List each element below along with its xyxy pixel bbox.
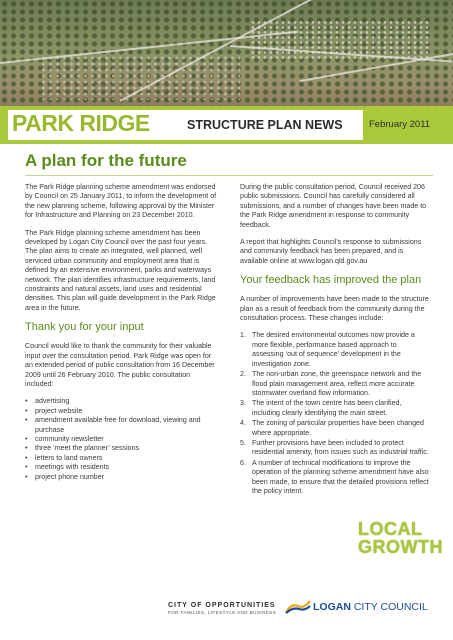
local-growth-badge: [358, 520, 443, 556]
item-text: The desired environmental outcomes now provide a more flexible, performance based approach to assessing ‘out of sequence’ development in the investigation zone.: [252, 331, 415, 368]
left-paragraph-2: The Park Ridge planning scheme amendment has been developed by Logan City Council over the past four years. The plan aims to create an integrated, well planned, well serviced urban community and employment area that is defined by an extensive environment, parks and waterways network. The plan identifies infrastructure requirements, land constraints and natural assets, land uses and residential densities. This plan will guide development in the Park Ridge area in the future.: [25, 228, 216, 312]
issue-date: February 2011: [369, 119, 431, 130]
tagline-text: CITY OF OPPORTUNITIES: [168, 602, 276, 609]
list-item: [240, 331, 430, 369]
item-text: The zoning of particular properties have been changed where appropriate.: [252, 419, 424, 437]
list-item: [240, 399, 430, 418]
item-number: 6.: [240, 458, 246, 467]
item-number: 2.: [240, 370, 246, 379]
council-name: [313, 601, 428, 613]
item-number: 1.: [240, 331, 246, 340]
left-paragraph-1: The Park Ridge planning scheme amendment was endorsed by Council on 25 January 2011, to inform the development of the new planning scheme, following approval by the Minister for Infrastructure and Planning on 23 December 2010.: [25, 183, 217, 220]
newsletter-title: PARK RIDGE: [12, 110, 150, 136]
list-item: • project phone number: [25, 473, 217, 482]
right-paragraph-3: A number of improvements have been made to the structure plan as a result of feedback from the community during the consultation process. These changes include:: [240, 295, 429, 323]
list-item: • meetings with residents: [25, 463, 217, 472]
council-name-bold: LOGAN: [313, 601, 351, 613]
item-number: 3.: [240, 399, 246, 408]
footer-tagline: [168, 602, 276, 615]
right-paragraph-1: During the public consultation period, Council received 206 public submissions. Council has carefully considered all submissions, and a number of changes have been made to the Park Ridge amendment in response to community feedback.: [240, 183, 427, 229]
item-text: A number of technical modifications to improve the operation of the planning scheme amendment have also been made, to ensure that the detailed provisions reflect the policy intent.: [252, 458, 429, 495]
council-name-rest: CITY COUNCIL: [350, 601, 428, 613]
consultation-list: [25, 397, 217, 482]
aerial-photo: [0, 0, 453, 106]
list-item: • community newsletter: [25, 435, 217, 444]
section-divider: [25, 175, 433, 176]
list-item: • project website: [25, 407, 217, 416]
item-text: Further provisions have been included to protect residential amenity, from issues such as industrial traffic.: [252, 438, 429, 457]
section-title: A plan for the future: [25, 151, 187, 170]
list-item: [240, 459, 430, 497]
item-number: 4.: [240, 419, 246, 428]
list-item: • letters to land owners: [25, 454, 217, 463]
badge-line-2: GROWTH: [358, 537, 443, 557]
tagline-subtext: FOR FAMILIES, LIFESTYLE AND BUSINESS: [168, 610, 277, 615]
item-number: 5.: [240, 438, 246, 447]
council-logo: [285, 598, 440, 618]
list-item: [240, 370, 430, 398]
left-heading: Thank you for your input: [25, 321, 144, 334]
changes-list: [240, 331, 430, 496]
list-item: • advertising: [25, 397, 217, 406]
left-paragraph-3: Council would like to thank the community for their valuable input over the consultation period. Park Ridge was open for an extended period of public consultation from 16 December 2009 until 26 February 2010. The public consultation included:: [25, 342, 215, 388]
badge-line-1: LOCAL: [358, 519, 423, 539]
item-text: The intent of the town centre has been clarified, including clearly identifying the main street.: [252, 399, 402, 417]
right-heading: Your feedback has improved the plan: [240, 274, 422, 287]
left-column: [25, 183, 217, 490]
list-item: [240, 439, 430, 458]
newsletter-subtitle: STRUCTURE PLAN NEWS: [187, 118, 343, 132]
photo-houses-lower: [40, 55, 240, 100]
list-item: • three ‘meet the planner’ sessions: [25, 444, 217, 453]
item-text: The non-urban zone, the greenspace network and the flood plain management area, reflect more accurate stormwater overland flow information.: [252, 370, 422, 397]
right-paragraph-2: A report that highlights Council’s response to submissions and community feedback has been prepared, and is available online at www.logan.qld.gov.au: [240, 238, 422, 265]
council-logo-icon: [285, 600, 311, 614]
list-item: [240, 419, 430, 438]
list-item: • amendment available free for download, viewing and purchase: [25, 416, 217, 435]
right-column: [240, 183, 430, 497]
